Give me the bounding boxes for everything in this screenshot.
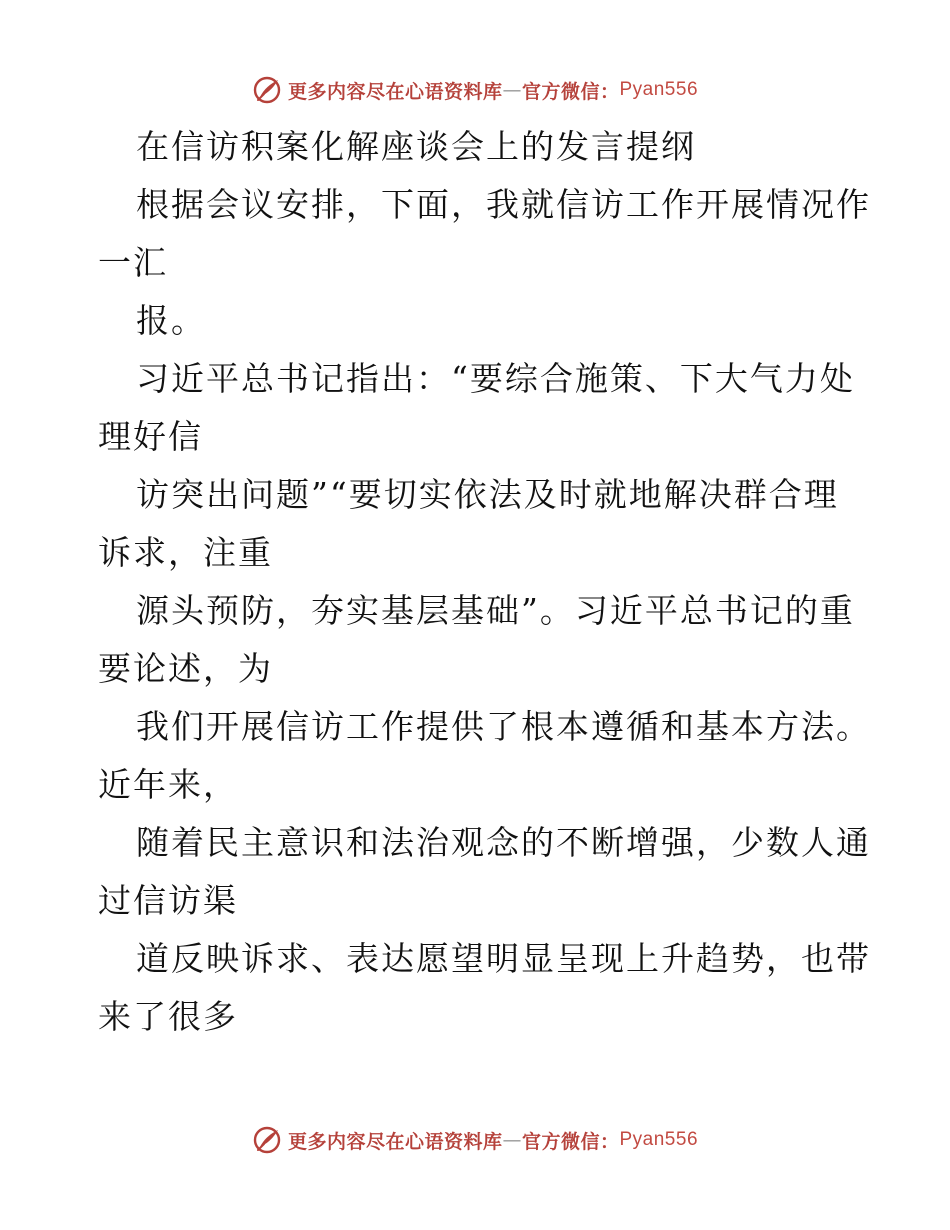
banner-sub-text: 官方微信：	[521, 80, 620, 103]
banner-dash: —	[502, 1129, 522, 1151]
footer-banner	[0, 1124, 950, 1156]
document-body	[98, 118, 871, 1046]
banner-main-text: 更多内容尽在心语资料库	[287, 80, 503, 103]
header-banner	[0, 74, 950, 106]
paragraph-line: 根据会议安排，下面，我就信访工作开展情况作	[136, 185, 871, 224]
banner-wechat-id: Pyan556	[619, 1129, 699, 1150]
paragraph-line: 过信访渠	[98, 881, 238, 920]
paragraph-line: 随着民主意识和法治观念的不断增强，少数人通	[136, 823, 871, 862]
banner-dash: —	[502, 79, 522, 101]
banner-wechat-id: Pyan556	[619, 79, 699, 100]
paragraph-line: 要论述，为	[98, 649, 273, 688]
feather-quill-logo-icon	[252, 1125, 282, 1155]
paragraph-line: 一汇	[98, 243, 168, 282]
paragraph-line: 访突出问题”“要切实依法及时就地解决群合理	[136, 475, 839, 514]
paragraph-line: 我们开展信访工作提供了根本遵循和基本方法。	[136, 707, 871, 746]
document-title: 在信访积案化解座谈会上的发言提纲	[136, 127, 696, 166]
paragraph-line: 报。	[136, 301, 206, 340]
feather-quill-logo-icon	[252, 75, 282, 105]
paragraph-line: 近年来，	[98, 765, 238, 804]
paragraph-line: 源头预防，夯实基层基础”。习近平总书记的重	[136, 591, 855, 630]
paragraph-line: 诉求，注重	[98, 533, 273, 572]
paragraph-line: 道反映诉求、表达愿望明显呈现上升趋势，也带	[136, 939, 871, 978]
banner-sub-text: 官方微信：	[521, 1130, 620, 1153]
paragraph-line: 理好信	[98, 417, 203, 456]
paragraph-line: 习近平总书记指出：“要综合施策、下大气力处	[136, 359, 855, 398]
paragraph-line: 来了很多	[98, 997, 238, 1036]
banner-main-text: 更多内容尽在心语资料库	[287, 1130, 503, 1153]
